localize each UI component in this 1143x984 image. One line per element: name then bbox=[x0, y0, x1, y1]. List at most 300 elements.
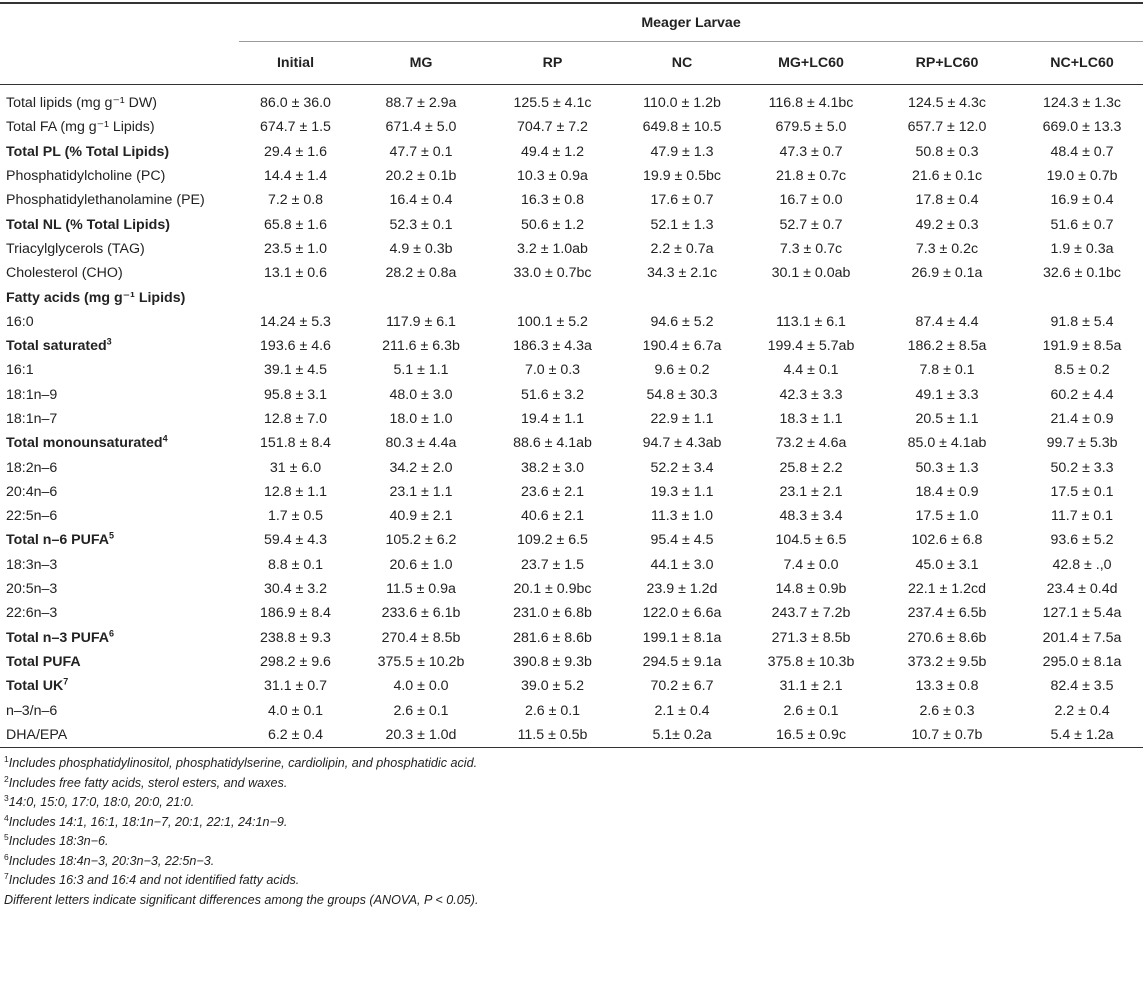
row-label: Total PL (% Total Lipids) bbox=[6, 143, 170, 160]
table-row bbox=[0, 358, 1143, 382]
value-cell: 23.9 ± 1.2d bbox=[646, 581, 718, 598]
value-cell: 104.5 ± 6.5 bbox=[775, 532, 847, 549]
value-cell: 270.4 ± 8.5b bbox=[381, 629, 461, 646]
footnote-marker: 4 bbox=[162, 433, 168, 444]
value-cell: 113.1 ± 6.1 bbox=[776, 313, 846, 330]
value-cell: 8.5 ± 0.2 bbox=[1054, 362, 1110, 379]
value-cell: 3.2 ± 1.0ab bbox=[517, 240, 588, 257]
value-cell: 86.0 ± 36.0 bbox=[260, 95, 331, 112]
value-cell: 17.8 ± 0.4 bbox=[915, 192, 979, 209]
value-cell: 125.5 ± 4.1c bbox=[513, 95, 592, 112]
value-cell: 5.4 ± 1.2a bbox=[1021, 723, 1143, 748]
value-cell: 211.6 ± 6.3b bbox=[382, 338, 460, 355]
value-cell: 186.2 ± 8.5a bbox=[907, 338, 987, 355]
column-header: Initial bbox=[239, 42, 352, 85]
value-cell: 199.4 ± 5.7ab bbox=[767, 338, 855, 355]
value-cell: 102.6 ± 6.8 bbox=[911, 532, 983, 549]
table-row bbox=[0, 310, 1143, 334]
column-header-row bbox=[0, 42, 1143, 85]
value-cell: 54.8 ± 30.3 bbox=[646, 386, 718, 403]
row-label-cell bbox=[0, 334, 239, 358]
value-cell: 52.1 ± 1.3 bbox=[650, 216, 714, 233]
footnote-number: 6 bbox=[4, 851, 9, 862]
table-row bbox=[0, 553, 1143, 577]
table-row bbox=[0, 528, 1143, 552]
value-cell: 20.1 ± 0.9bc bbox=[513, 581, 592, 598]
footnote bbox=[4, 793, 1143, 813]
value-cell: 47.7 ± 0.1 bbox=[389, 143, 453, 160]
value-cell: 19.4 ± 1.1 bbox=[520, 411, 584, 427]
value-cell: 48.4 ± 0.7 bbox=[1050, 143, 1114, 160]
value-cell bbox=[873, 285, 1021, 309]
value-cell: 28.2 ± 0.8a bbox=[385, 265, 457, 282]
row-label: 18:2n–6 bbox=[6, 459, 58, 476]
value-cell: 201.4 ± 7.5a bbox=[1042, 629, 1122, 646]
row-label-cell bbox=[0, 431, 239, 455]
value-cell: 49.1 ± 3.3 bbox=[915, 386, 979, 403]
table-row bbox=[0, 140, 1143, 164]
row-label-cell bbox=[0, 164, 239, 188]
value-cell: 65.8 ± 1.6 bbox=[263, 216, 327, 233]
table-row bbox=[0, 407, 1143, 431]
value-cell: 295.0 ± 8.1a bbox=[1042, 653, 1122, 670]
value-cell: 10.3 ± 0.9a bbox=[517, 168, 588, 185]
value-cell: 18.0 ± 1.0 bbox=[389, 411, 453, 427]
value-cell: 48.3 ± 3.4 bbox=[779, 508, 843, 525]
value-cell: 23.1 ± 1.1 bbox=[389, 483, 453, 500]
value-cell: 4.9 ± 0.3b bbox=[389, 240, 453, 257]
value-cell: 19.9 ± 0.5bc bbox=[643, 168, 721, 185]
value-cell: 31.1 ± 0.7 bbox=[263, 678, 327, 695]
value-cell: 7.2 ± 0.8 bbox=[267, 192, 324, 209]
row-label-cell bbox=[0, 723, 239, 748]
value-cell: 94.7 ± 4.3ab bbox=[642, 435, 722, 452]
value-cell: 82.4 ± 3.5 bbox=[1050, 678, 1114, 695]
value-cell: 237.4 ± 6.5b bbox=[907, 605, 987, 622]
value-cell: 191.9 ± 8.5a bbox=[1042, 338, 1122, 355]
footnote bbox=[4, 774, 1143, 794]
value-cell: 2.6 ± 0.1 bbox=[393, 702, 449, 719]
row-label-cell bbox=[0, 383, 239, 407]
row-label-cell bbox=[0, 212, 239, 236]
value-cell: 20.5 ± 1.1 bbox=[915, 411, 979, 427]
value-cell: 2.2 ± 0.7a bbox=[650, 240, 714, 257]
value-cell: 13.1 ± 0.6 bbox=[263, 265, 327, 282]
value-cell: 105.2 ± 6.2 bbox=[385, 532, 457, 549]
value-cell: 45.0 ± 3.1 bbox=[915, 556, 979, 573]
lipid-table-document bbox=[0, 2, 1143, 910]
value-cell: 373.2 ± 9.5b bbox=[907, 653, 987, 670]
row-label-cell bbox=[0, 310, 239, 334]
table-row bbox=[0, 85, 1143, 116]
row-label-cell bbox=[0, 698, 239, 722]
value-cell: 669.0 ± 13.3 bbox=[1042, 119, 1122, 136]
value-cell: 20.3 ± 1.0d bbox=[352, 723, 490, 748]
row-label: 18:1n–9 bbox=[6, 386, 58, 403]
value-cell: 122.0 ± 6.6a bbox=[642, 605, 722, 622]
table-row bbox=[0, 212, 1143, 236]
value-cell: 4.0 ± 0.1 bbox=[267, 702, 324, 719]
row-label: Total NL (% Total Lipids) bbox=[6, 216, 170, 233]
value-cell: 95.8 ± 3.1 bbox=[263, 386, 327, 403]
row-label-cell bbox=[0, 553, 239, 577]
footnote-number: 7 bbox=[4, 870, 9, 881]
column-header: RP+LC60 bbox=[873, 42, 1021, 85]
footnote-marker: 6 bbox=[109, 627, 115, 638]
table-row bbox=[0, 237, 1143, 261]
stub-column-header bbox=[0, 42, 239, 85]
row-label-cell bbox=[0, 601, 239, 625]
value-cell: 11.5 ± 0.5b bbox=[490, 723, 615, 748]
row-label: Phosphatidylcholine (PC) bbox=[6, 168, 166, 185]
value-cell: 42.8 ± .,0 bbox=[1052, 556, 1112, 573]
value-cell: 657.7 ± 12.0 bbox=[907, 119, 987, 136]
value-cell: 281.6 ± 8.6b bbox=[513, 629, 592, 646]
table-row bbox=[0, 577, 1143, 601]
value-cell: 2.2 ± 0.4 bbox=[1054, 702, 1110, 719]
lipid-composition-table bbox=[0, 4, 1143, 748]
value-cell: 109.2 ± 6.5 bbox=[517, 532, 588, 549]
footnote-text: Includes 18:4n−3, 20:3n−3, 22:5n−3. bbox=[8, 853, 215, 868]
value-cell bbox=[239, 285, 352, 309]
value-cell: 671.4 ± 5.0 bbox=[385, 119, 457, 136]
value-cell: 17.5 ± 1.0 bbox=[915, 508, 979, 525]
row-label: Total monounsaturated bbox=[6, 435, 163, 452]
table-row bbox=[0, 674, 1143, 698]
value-cell: 7.3 ± 0.7c bbox=[779, 240, 843, 257]
value-cell: 193.6 ± 4.6 bbox=[260, 338, 331, 355]
value-cell: 23.4 ± 0.4d bbox=[1046, 581, 1118, 598]
table-row bbox=[0, 431, 1143, 455]
row-label: 18:3n–3 bbox=[6, 556, 58, 573]
value-cell: 271.3 ± 8.5b bbox=[771, 629, 851, 646]
value-cell: 7.0 ± 0.3 bbox=[524, 362, 581, 379]
value-cell: 19.3 ± 1.1 bbox=[650, 483, 714, 500]
value-cell: 16.4 ± 0.4 bbox=[389, 192, 453, 209]
row-label-cell bbox=[0, 115, 239, 139]
row-label: 22:6n–3 bbox=[6, 605, 58, 622]
row-label: n–3/n–6 bbox=[6, 702, 58, 719]
value-cell: 2.6 ± 0.1 bbox=[524, 702, 581, 719]
footnote bbox=[4, 852, 1143, 872]
footnote-text: Includes 16:3 and 16:4 and not identified fatty acids. bbox=[8, 873, 300, 888]
row-label: Triacylglycerols (TAG) bbox=[6, 240, 145, 257]
value-cell: 7.8 ± 0.1 bbox=[919, 362, 975, 379]
footnote bbox=[4, 832, 1143, 852]
footnote-marker: 7 bbox=[63, 676, 69, 687]
column-header: RP bbox=[490, 42, 615, 85]
row-label-cell bbox=[0, 626, 239, 650]
row-label: DHA/EPA bbox=[6, 726, 68, 743]
value-cell: 14.24 ± 5.3 bbox=[260, 313, 331, 330]
value-cell: 49.2 ± 0.3 bbox=[915, 216, 979, 233]
value-cell: 674.7 ± 1.5 bbox=[260, 119, 331, 136]
row-label-cell bbox=[0, 650, 239, 674]
footnote-text: Includes 14:1, 16:1, 18:1n−7, 20:1, 22:1, 24:1n−9. bbox=[8, 814, 288, 829]
value-cell: 22.1 ± 1.2cd bbox=[908, 581, 986, 598]
table-row bbox=[0, 626, 1143, 650]
value-cell: 11.5 ± 0.9a bbox=[386, 581, 456, 598]
value-cell: 23.5 ± 1.0 bbox=[263, 240, 327, 257]
table-row bbox=[0, 455, 1143, 479]
value-cell: 190.4 ± 6.7a bbox=[642, 338, 722, 355]
value-cell: 25.8 ± 2.2 bbox=[779, 459, 843, 476]
value-cell: 124.5 ± 4.3c bbox=[908, 95, 986, 112]
value-cell: 11.7 ± 0.1 bbox=[1051, 508, 1113, 525]
value-cell: 39.0 ± 5.2 bbox=[520, 678, 584, 695]
value-cell: 29.4 ± 1.6 bbox=[263, 143, 327, 160]
value-cell: 23.1 ± 2.1 bbox=[779, 483, 843, 500]
value-cell: 26.9 ± 0.1a bbox=[911, 265, 983, 282]
row-label-cell bbox=[0, 85, 239, 116]
group-header: Meager Larvae bbox=[239, 4, 1143, 42]
value-cell: 95.4 ± 4.5 bbox=[650, 532, 714, 549]
value-cell: 20.6 ± 1.0 bbox=[389, 556, 453, 573]
row-label-cell bbox=[0, 261, 239, 285]
value-cell: 23.7 ± 1.5 bbox=[520, 556, 584, 573]
row-label: Total PUFA bbox=[6, 653, 81, 670]
value-cell: 100.1 ± 5.2 bbox=[517, 313, 588, 330]
value-cell: 80.3 ± 4.4a bbox=[385, 435, 457, 452]
value-cell: 52.3 ± 0.1 bbox=[389, 216, 453, 233]
value-cell: 60.2 ± 4.4 bbox=[1050, 386, 1114, 403]
row-label-cell bbox=[0, 577, 239, 601]
column-header: MG bbox=[352, 42, 490, 85]
row-label-cell bbox=[0, 407, 239, 431]
value-cell: 110.0 ± 1.2b bbox=[643, 95, 721, 112]
value-cell: 7.3 ± 0.2c bbox=[915, 240, 979, 257]
value-cell: 31 ± 6.0 bbox=[269, 459, 322, 476]
row-label: Total UK bbox=[6, 678, 64, 695]
value-cell: 40.9 ± 2.1 bbox=[389, 508, 453, 525]
value-cell: 70.2 ± 6.7 bbox=[650, 678, 714, 695]
value-cell: 2.6 ± 0.1 bbox=[783, 702, 839, 719]
row-label: 16:0 bbox=[6, 313, 34, 330]
value-cell: 4.0 ± 0.0 bbox=[393, 678, 449, 695]
value-cell: 186.3 ± 4.3a bbox=[513, 338, 592, 355]
value-cell: 93.6 ± 5.2 bbox=[1050, 532, 1114, 549]
footnote bbox=[4, 754, 1143, 774]
table-row bbox=[0, 601, 1143, 625]
value-cell: 52.7 ± 0.7 bbox=[779, 216, 843, 233]
value-cell: 16.5 ± 0.9c bbox=[749, 723, 873, 748]
value-cell: 233.6 ± 6.1b bbox=[381, 605, 461, 622]
value-cell: 2.1 ± 0.4 bbox=[654, 702, 710, 719]
value-cell: 50.8 ± 0.3 bbox=[915, 143, 979, 160]
value-cell: 23.6 ± 2.1 bbox=[520, 483, 584, 500]
value-cell: 34.2 ± 2.0 bbox=[389, 459, 453, 476]
row-label-cell bbox=[0, 480, 239, 504]
value-cell: 16.9 ± 0.4 bbox=[1050, 192, 1114, 209]
value-cell: 13.3 ± 0.8 bbox=[915, 678, 979, 695]
row-label: 16:1 bbox=[6, 362, 34, 379]
value-cell: 73.2 ± 4.6a bbox=[775, 435, 847, 452]
footnote-text: 14:0, 15:0, 17:0, 18:0, 20:0, 21:0. bbox=[8, 795, 195, 810]
value-cell: 51.6 ± 3.2 bbox=[520, 386, 584, 403]
value-cell: 38.2 ± 3.0 bbox=[520, 459, 584, 476]
value-cell: 16.7 ± 0.0 bbox=[779, 192, 843, 209]
footnote-text: Includes 18:3n−6. bbox=[8, 834, 109, 849]
value-cell: 199.1 ± 8.1a bbox=[642, 629, 722, 646]
row-label-cell bbox=[0, 237, 239, 261]
value-cell: 127.1 ± 5.4a bbox=[1042, 605, 1122, 622]
group-header-row bbox=[0, 4, 1143, 42]
row-label: 22:5n–6 bbox=[6, 508, 58, 525]
value-cell: 88.7 ± 2.9a bbox=[385, 95, 457, 112]
value-cell: 7.4 ± 0.0 bbox=[783, 556, 839, 573]
value-cell: 117.9 ± 6.1 bbox=[386, 313, 456, 330]
value-cell: 33.0 ± 0.7bc bbox=[513, 265, 592, 282]
value-cell: 298.2 ± 9.6 bbox=[260, 653, 331, 670]
value-cell: 87.4 ± 4.4 bbox=[915, 313, 979, 330]
value-cell: 94.6 ± 5.2 bbox=[650, 313, 714, 330]
value-cell: 390.8 ± 9.3b bbox=[513, 653, 592, 670]
value-cell: 20.2 ± 0.1b bbox=[385, 168, 457, 185]
row-label: Phosphatidylethanolamine (PE) bbox=[6, 192, 205, 209]
value-cell: 2.6 ± 0.3 bbox=[919, 702, 975, 719]
value-cell: 1.7 ± 0.5 bbox=[267, 508, 324, 525]
value-cell: 44.1 ± 3.0 bbox=[650, 556, 714, 573]
value-cell bbox=[1021, 285, 1143, 309]
value-cell: 21.8 ± 0.7c bbox=[775, 168, 847, 185]
column-header: NC bbox=[615, 42, 749, 85]
value-cell: 12.8 ± 1.1 bbox=[263, 483, 327, 500]
value-cell: 30.4 ± 3.2 bbox=[263, 581, 327, 598]
row-label: Total n–6 PUFA bbox=[6, 532, 110, 549]
footnote-text: Different letters indicate significant differences among the groups (ANOVA, P < 0.05). bbox=[4, 892, 479, 907]
table-row bbox=[0, 261, 1143, 285]
column-header: MG+LC60 bbox=[749, 42, 873, 85]
row-label-cell bbox=[0, 188, 239, 212]
value-cell: 10.7 ± 0.7b bbox=[873, 723, 1021, 748]
table-row bbox=[0, 650, 1143, 674]
value-cell: 39.1 ± 4.5 bbox=[263, 362, 327, 379]
value-cell: 704.7 ± 7.2 bbox=[517, 119, 588, 136]
row-label-cell bbox=[0, 455, 239, 479]
value-cell: 231.0 ± 6.8b bbox=[513, 605, 592, 622]
value-cell: 17.6 ± 0.7 bbox=[650, 192, 714, 209]
value-cell: 18.4 ± 0.9 bbox=[915, 483, 979, 500]
value-cell: 48.0 ± 3.0 bbox=[389, 386, 453, 403]
footnote-number: 3 bbox=[4, 792, 9, 803]
value-cell: 19.0 ± 0.7b bbox=[1046, 168, 1118, 185]
value-cell: 47.9 ± 1.3 bbox=[650, 143, 714, 160]
footnote bbox=[4, 891, 1143, 911]
value-cell: 16.3 ± 0.8 bbox=[520, 192, 584, 209]
value-cell: 47.3 ± 0.7 bbox=[779, 143, 843, 160]
value-cell: 9.6 ± 0.2 bbox=[654, 362, 710, 379]
value-cell: 243.7 ± 7.2b bbox=[771, 605, 851, 622]
table-row bbox=[0, 334, 1143, 358]
row-label: Cholesterol (CHO) bbox=[6, 265, 123, 282]
value-cell: 22.9 ± 1.1 bbox=[650, 411, 714, 427]
footnote bbox=[4, 871, 1143, 891]
row-label: Fatty acids (mg g⁻¹ Lipids) bbox=[6, 289, 186, 306]
value-cell: 18.3 ± 1.1 bbox=[779, 411, 843, 427]
value-cell: 40.6 ± 2.1 bbox=[520, 508, 584, 525]
value-cell: 52.2 ± 3.4 bbox=[650, 459, 714, 476]
value-cell: 30.1 ± 0.0ab bbox=[771, 265, 851, 282]
table-row bbox=[0, 504, 1143, 528]
value-cell: 88.6 ± 4.1ab bbox=[513, 435, 592, 452]
value-cell: 14.4 ± 1.4 bbox=[263, 168, 327, 185]
value-cell: 151.8 ± 8.4 bbox=[260, 435, 331, 452]
value-cell: 238.8 ± 9.3 bbox=[260, 629, 331, 646]
column-header: NC+LC60 bbox=[1021, 42, 1143, 85]
value-cell: 14.8 ± 0.9b bbox=[775, 581, 847, 598]
value-cell: 50.2 ± 3.3 bbox=[1050, 459, 1114, 476]
value-cell: 8.8 ± 0.1 bbox=[267, 556, 324, 573]
value-cell: 85.0 ± 4.1ab bbox=[907, 435, 987, 452]
value-cell: 4.4 ± 0.1 bbox=[783, 362, 839, 379]
value-cell: 32.6 ± 0.1bc bbox=[1043, 265, 1122, 282]
value-cell: 17.5 ± 0.1 bbox=[1050, 483, 1114, 500]
stub-header-cell bbox=[0, 4, 239, 42]
value-cell: 5.1 ± 1.1 bbox=[393, 362, 449, 379]
value-cell: 270.6 ± 8.6b bbox=[907, 629, 987, 646]
table-body bbox=[0, 85, 1143, 748]
table-row bbox=[0, 698, 1143, 722]
row-label-cell bbox=[0, 358, 239, 382]
footnote-text: Includes phosphatidylinositol, phosphatidylserine, cardiolipin, and phosphatidic acid. bbox=[8, 756, 478, 771]
value-cell: 21.6 ± 0.1c bbox=[911, 168, 983, 185]
footnote-number: 2 bbox=[4, 773, 9, 784]
table-row bbox=[0, 723, 1143, 748]
value-cell: 5.1± 0.2a bbox=[615, 723, 749, 748]
value-cell: 42.3 ± 3.3 bbox=[779, 386, 843, 403]
value-cell: 124.3 ± 1.3c bbox=[1043, 95, 1122, 112]
value-cell: 186.9 ± 8.4 bbox=[260, 605, 331, 622]
table-row bbox=[0, 115, 1143, 139]
table-row bbox=[0, 383, 1143, 407]
row-label: Total FA (mg g⁻¹ Lipids) bbox=[6, 119, 155, 136]
row-label-cell bbox=[0, 140, 239, 164]
row-label-cell bbox=[0, 504, 239, 528]
footnote-number: 5 bbox=[4, 831, 9, 842]
row-label: Total saturated bbox=[6, 338, 107, 355]
row-label: Total lipids (mg g⁻¹ DW) bbox=[6, 95, 157, 112]
value-cell: 11.3 ± 1.0 bbox=[651, 508, 713, 525]
footnotes bbox=[0, 748, 1143, 910]
value-cell bbox=[615, 285, 749, 309]
value-cell bbox=[352, 285, 490, 309]
value-cell: 34.3 ± 2.1c bbox=[646, 265, 718, 282]
row-label: 20:5n–3 bbox=[6, 581, 58, 598]
value-cell: 59.4 ± 4.3 bbox=[263, 532, 327, 549]
value-cell: 51.6 ± 0.7 bbox=[1050, 216, 1114, 233]
footnote-text: Includes free fatty acids, sterol esters, and waxes. bbox=[8, 775, 288, 790]
row-label: Total n–3 PUFA bbox=[6, 629, 110, 646]
table-row bbox=[0, 480, 1143, 504]
value-cell: 91.8 ± 5.4 bbox=[1050, 313, 1114, 330]
footnote-number: 1 bbox=[4, 753, 9, 764]
footnote bbox=[4, 813, 1143, 833]
value-cell: 1.9 ± 0.3a bbox=[1050, 240, 1114, 257]
footnote-number: 4 bbox=[4, 812, 9, 823]
value-cell: 375.8 ± 10.3b bbox=[767, 653, 855, 670]
value-cell: 375.5 ± 10.2b bbox=[377, 653, 465, 670]
value-cell: 21.4 ± 0.9 bbox=[1050, 411, 1114, 427]
row-label: 20:4n–6 bbox=[6, 483, 58, 500]
footnote-marker: 5 bbox=[109, 530, 115, 541]
table-row bbox=[0, 188, 1143, 212]
value-cell: 6.2 ± 0.4 bbox=[239, 723, 352, 748]
value-cell: 679.5 ± 5.0 bbox=[775, 119, 847, 136]
table-row bbox=[0, 285, 1143, 309]
footnote-marker: 3 bbox=[106, 336, 112, 347]
value-cell: 49.4 ± 1.2 bbox=[520, 143, 584, 160]
value-cell: 116.8 ± 4.1bc bbox=[768, 95, 854, 112]
